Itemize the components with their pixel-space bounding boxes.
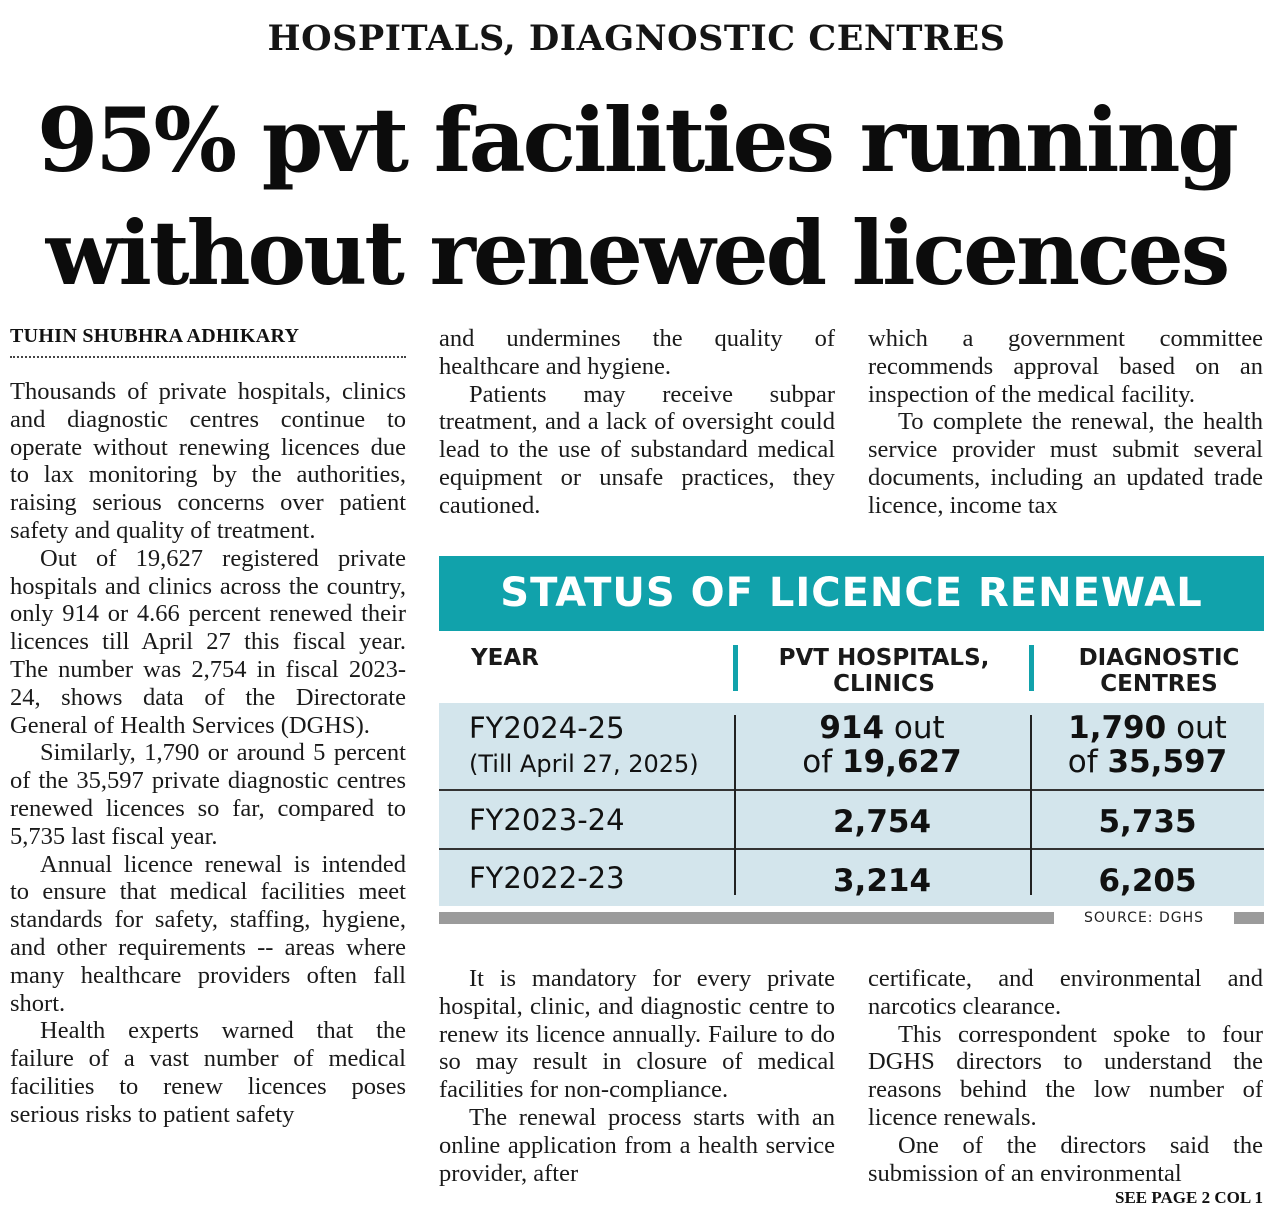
header-hospitals-line2: CLINICS <box>833 671 935 697</box>
row-divider <box>439 789 1264 791</box>
row-divider <box>439 848 1264 850</box>
column-3-bottom <box>868 965 1263 1187</box>
paragraph: Patients may receive subpar treatment, and a lack of oversight could lead to the use of substandard medical equipment or unsafe practices, they cautioned. <box>439 380 835 519</box>
headline <box>0 84 1273 310</box>
diag-of-word: of <box>1067 744 1098 780</box>
paragraph: One of the directors said the submission of an environmental <box>868 1131 1263 1187</box>
table-cell-hospitals <box>735 711 1029 779</box>
table-cell-year: FY2022-23 <box>469 861 625 895</box>
paragraph: Out of 19,627 registered private hospitals and clinics across the country, only 914 or 4.66 percent renewed their licences till April 27 this fiscal year. The number was 2,754 in fiscal 2023-24, shows data of the Directorate General of Health Services (DGHS). <box>10 544 406 739</box>
paragraph: certificate, and environmental and narcotics clearance. <box>868 965 1263 1020</box>
table-cell-diagnostic: 5,735 <box>1098 804 1197 840</box>
column-divider <box>1030 715 1032 895</box>
headline-line-2: without renewed licences <box>45 201 1228 305</box>
paragraph: which a government committee recommends approval based on an inspection of the medical facility. <box>868 325 1263 408</box>
paragraph: Similarly, 1,790 or around 5 percent of the 35,597 private diagnostic centres renewed licences so far, compared to 5,735 last fiscal year. <box>10 739 406 850</box>
header-diagnostic-line1: DIAGNOSTIC <box>1078 645 1240 671</box>
hosp-total-value: 19,627 <box>842 744 962 780</box>
header-separator <box>1029 645 1034 691</box>
hosp-renewed-value: 914 <box>819 710 885 746</box>
licence-status-infographic <box>439 556 1264 926</box>
hosp-out-word: out <box>893 710 945 746</box>
header-hospitals-line1: PVT HOSPITALS, <box>778 645 990 671</box>
column-2-bottom <box>439 965 835 1187</box>
paragraph: To complete the renewal, the health service provider must submit several documents, including an updated trade licence, income tax <box>868 408 1263 519</box>
paragraph: and undermines the quality of healthcare and hygiene. <box>439 325 835 380</box>
paragraph: This correspondent spoke to four DGHS directors to understand the reasons behind the low number of licence renewals. <box>868 1020 1263 1131</box>
year-note: (Till April 27, 2025) <box>469 750 699 778</box>
table-cell-hospitals: 3,214 <box>832 863 932 899</box>
table-cell-year <box>469 711 699 781</box>
source-label: SOURCE: DGHS <box>1054 907 1234 929</box>
paragraph: Health experts warned that the failure of a vast number of medical facilities to renew licences poses serious risks to patient safety <box>10 1017 406 1128</box>
table-cell-hospitals: 2,754 <box>832 804 932 840</box>
column-1 <box>10 378 406 1129</box>
table-cell-diagnostic: 6,205 <box>1098 863 1197 899</box>
paragraph: It is mandatory for every private hospital, clinic, and diagnostic centre to renew its licence annually. Failure to do so may result in closure of medical facilities for non-compliance. <box>439 965 835 1104</box>
column-divider <box>734 715 736 895</box>
header-separator <box>733 645 738 691</box>
year-label: FY2024-25 <box>469 711 625 745</box>
kicker: HOSPITALS, DIAGNOSTIC CENTRES <box>267 18 1006 59</box>
header-diagnostic <box>1039 645 1273 697</box>
headline-line-1: 95% pvt facilities running <box>37 88 1236 192</box>
header-diagnostic-line2: CENTRES <box>1100 671 1218 697</box>
diag-total-value: 35,597 <box>1107 744 1228 780</box>
column-3-top <box>868 325 1263 520</box>
continued-on-page: SEE PAGE 2 COL 1 <box>1115 1188 1263 1207</box>
diag-out-word: out <box>1176 710 1227 746</box>
byline: TUHIN SHUBHRA ADHIKARY <box>10 325 406 358</box>
header-hospitals <box>739 645 1029 697</box>
table-cell-year: FY2023-24 <box>469 803 625 837</box>
hosp-of-word: of <box>802 744 833 780</box>
header-year: YEAR <box>471 645 539 671</box>
table-body <box>439 703 1264 906</box>
infographic-title: STATUS OF LICENCE RENEWAL <box>439 556 1264 631</box>
diag-renewed-value: 1,790 <box>1068 710 1167 746</box>
paragraph: Thousands of private hospitals, clinics and diagnostic centres continue to operate without renewing licences due to lax monitoring by the authorities, raising serious concerns over patient safety and quality of treatment. <box>10 378 406 544</box>
table-cell-diagnostic <box>1031 711 1264 779</box>
paragraph: Annual licence renewal is intended to ensure that medical facilities meet standards for safety, staffing, hygiene, and other requirements -- areas where many healthcare providers often fall short. <box>10 850 406 1017</box>
paragraph: The renewal process starts with an online application from a health service provider, after <box>439 1103 835 1187</box>
column-2-top <box>439 325 835 520</box>
